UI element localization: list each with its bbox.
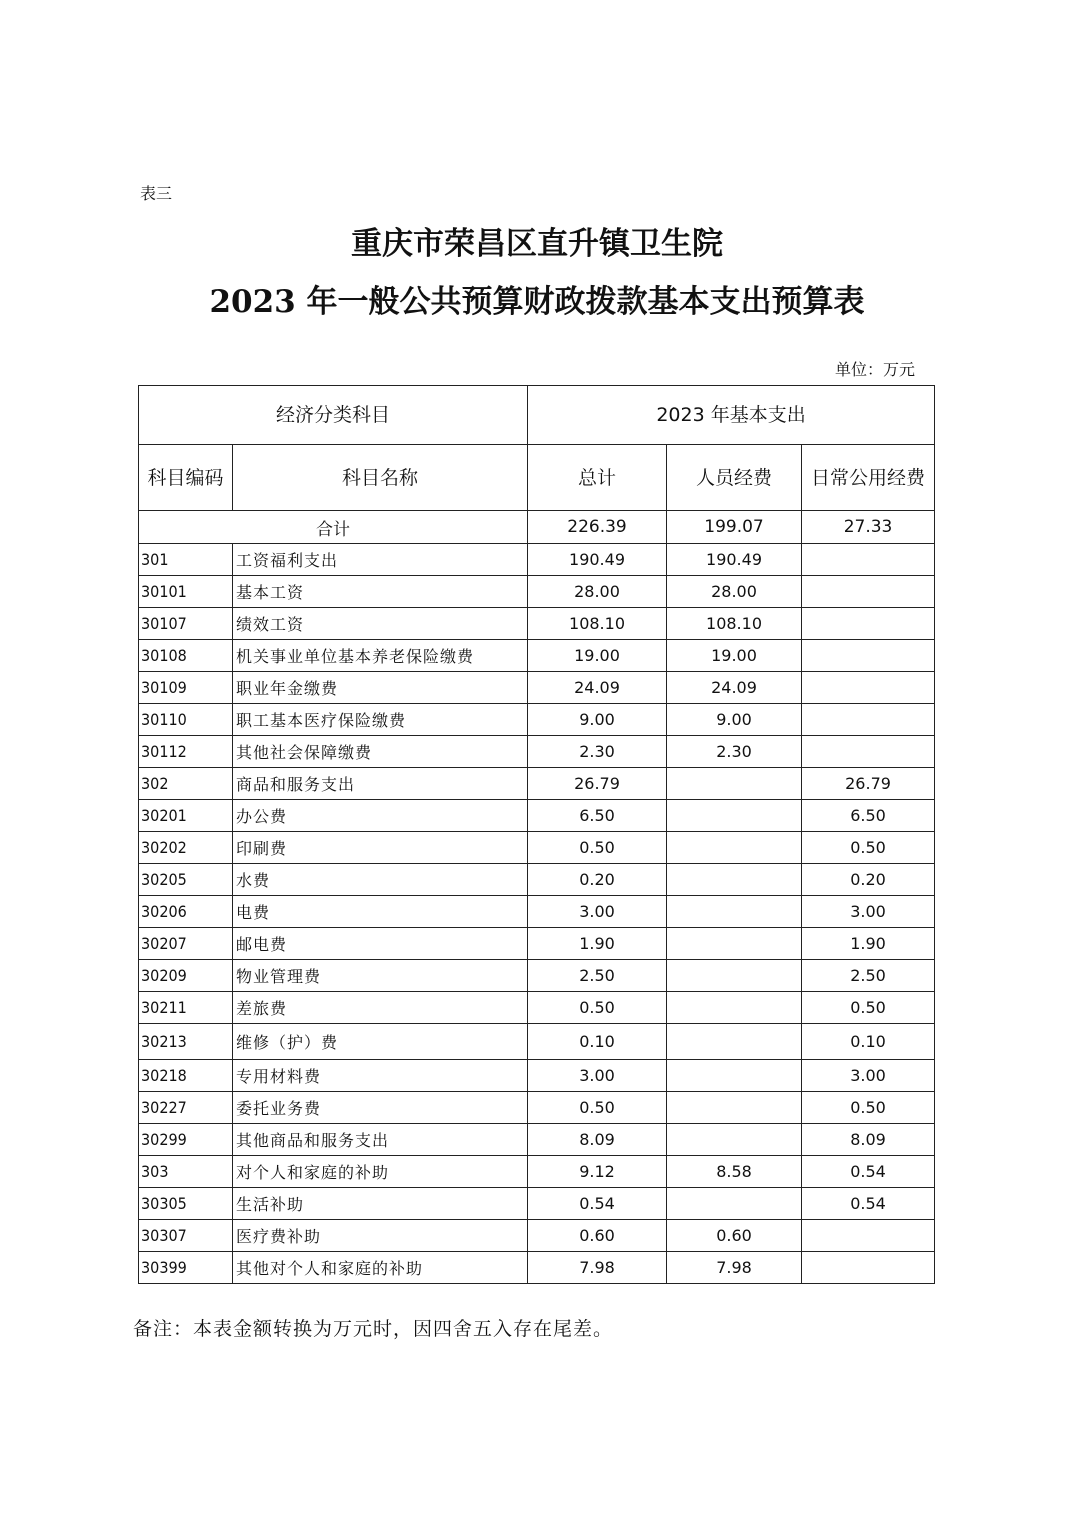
table-row: [139, 832, 935, 864]
row-code: 30108: [139, 640, 233, 672]
row-personnel: [667, 896, 802, 928]
row-public: 0.20: [802, 864, 935, 896]
row-name: 邮电费: [233, 928, 528, 960]
row-name: 职工基本医疗保险缴费: [233, 704, 528, 736]
footnote: 备注：本表金额转换为万元时，因四舍五入存在尾差。: [133, 1318, 614, 1340]
table-row: [139, 1188, 935, 1220]
table-row: [139, 1252, 935, 1284]
row-total: 108.10: [528, 608, 667, 640]
row-name: 商品和服务支出: [233, 768, 528, 800]
table-row: [139, 544, 935, 576]
row-personnel: [667, 960, 802, 992]
row-name: 委托业务费: [233, 1092, 528, 1124]
row-code: 30206: [139, 896, 233, 928]
row-name: 物业管理费: [233, 960, 528, 992]
row-public: 1.90: [802, 928, 935, 960]
row-personnel: 190.49: [667, 544, 802, 576]
header-personnel: 人员经费: [667, 445, 802, 511]
row-code: 30227: [139, 1092, 233, 1124]
row-personnel: [667, 928, 802, 960]
total-label: 合计: [139, 511, 528, 544]
row-total: 1.90: [528, 928, 667, 960]
row-total: 3.00: [528, 1060, 667, 1092]
row-total: 9.00: [528, 704, 667, 736]
table-row: [139, 1092, 935, 1124]
row-code: 30207: [139, 928, 233, 960]
header-public: 日常公用经费: [802, 445, 935, 511]
row-code: 30110: [139, 704, 233, 736]
row-personnel: [667, 1124, 802, 1156]
table-row: [139, 800, 935, 832]
row-total: 0.20: [528, 864, 667, 896]
row-total: 28.00: [528, 576, 667, 608]
row-code: 30218: [139, 1060, 233, 1092]
row-public: [802, 704, 935, 736]
table-label: 表三: [140, 184, 173, 203]
row-code: 303: [139, 1156, 233, 1188]
row-name: 绩效工资: [233, 608, 528, 640]
row-code: 30307: [139, 1220, 233, 1252]
row-public: 0.10: [802, 1024, 935, 1060]
row-code: 30399: [139, 1252, 233, 1284]
table-row: [139, 768, 935, 800]
row-name: 办公费: [233, 800, 528, 832]
total-sum: 226.39: [528, 511, 667, 544]
row-code: 30213: [139, 1024, 233, 1060]
row-personnel: [667, 992, 802, 1024]
row-code: 30109: [139, 672, 233, 704]
header-name: 科目名称: [233, 445, 528, 511]
row-total: 3.00: [528, 896, 667, 928]
row-code: 30107: [139, 608, 233, 640]
row-personnel: 19.00: [667, 640, 802, 672]
row-personnel: 2.30: [667, 736, 802, 768]
table-row: [139, 640, 935, 672]
row-total: 0.10: [528, 1024, 667, 1060]
row-code: 30101: [139, 576, 233, 608]
header-basic-expense: 2023 年基本支出: [528, 386, 935, 445]
row-total: 6.50: [528, 800, 667, 832]
header-code: 科目编码: [139, 445, 233, 511]
row-public: 0.54: [802, 1188, 935, 1220]
row-code: 302: [139, 768, 233, 800]
row-name: 印刷费: [233, 832, 528, 864]
row-code: 30205: [139, 864, 233, 896]
row-public: 3.00: [802, 1060, 935, 1092]
table-row: [139, 736, 935, 768]
row-public: 0.54: [802, 1156, 935, 1188]
row-name: 职业年金缴费: [233, 672, 528, 704]
row-name: 专用材料费: [233, 1060, 528, 1092]
page-subtitle: 2023 年一般公共预算财政拨款基本支出预算表: [209, 284, 865, 320]
row-personnel: [667, 864, 802, 896]
row-public: 2.50: [802, 960, 935, 992]
table-row: [139, 1220, 935, 1252]
row-personnel: [667, 1024, 802, 1060]
row-personnel: 8.58: [667, 1156, 802, 1188]
row-total: 0.50: [528, 1092, 667, 1124]
row-code: 301: [139, 544, 233, 576]
total-public: 27.33: [802, 511, 935, 544]
row-personnel: [667, 768, 802, 800]
row-total: 2.30: [528, 736, 667, 768]
row-public: 0.50: [802, 992, 935, 1024]
row-name: 维修（护）费: [233, 1024, 528, 1060]
table-row: [139, 672, 935, 704]
table-row: [139, 896, 935, 928]
row-personnel: [667, 832, 802, 864]
table-row: [139, 1024, 935, 1060]
row-personnel: [667, 800, 802, 832]
row-personnel: 24.09: [667, 672, 802, 704]
header-econ-category: 经济分类科目: [139, 386, 528, 445]
row-total: 190.49: [528, 544, 667, 576]
row-public: 0.50: [802, 1092, 935, 1124]
row-name: 其他对个人和家庭的补助: [233, 1252, 528, 1284]
row-total: 8.09: [528, 1124, 667, 1156]
budget-table: [138, 385, 935, 1284]
row-name: 医疗费补助: [233, 1220, 528, 1252]
row-code: 30201: [139, 800, 233, 832]
row-public: 26.79: [802, 768, 935, 800]
row-name: 生活补助: [233, 1188, 528, 1220]
row-code: 30299: [139, 1124, 233, 1156]
table-row: [139, 1060, 935, 1092]
table-row: [139, 1124, 935, 1156]
row-total: 7.98: [528, 1252, 667, 1284]
row-personnel: 0.60: [667, 1220, 802, 1252]
table-row: [139, 992, 935, 1024]
row-public: [802, 1220, 935, 1252]
row-code: 30209: [139, 960, 233, 992]
row-code: 30305: [139, 1188, 233, 1220]
row-personnel: 7.98: [667, 1252, 802, 1284]
row-total: 2.50: [528, 960, 667, 992]
row-name: 差旅费: [233, 992, 528, 1024]
row-total: 0.50: [528, 992, 667, 1024]
row-total: 0.54: [528, 1188, 667, 1220]
row-public: [802, 608, 935, 640]
table-row: [139, 576, 935, 608]
row-public: [802, 544, 935, 576]
row-total: 0.50: [528, 832, 667, 864]
row-public: [802, 736, 935, 768]
total-personnel: 199.07: [667, 511, 802, 544]
row-public: 6.50: [802, 800, 935, 832]
row-total: 26.79: [528, 768, 667, 800]
table-row: [139, 960, 935, 992]
row-personnel: [667, 1092, 802, 1124]
row-name: 机关事业单位基本养老保险缴费: [233, 640, 528, 672]
row-total: 0.60: [528, 1220, 667, 1252]
table-row: [139, 608, 935, 640]
page-title: 重庆市荣昌区直升镇卫生院: [351, 226, 723, 262]
row-code: 30112: [139, 736, 233, 768]
row-total: 9.12: [528, 1156, 667, 1188]
row-total: 19.00: [528, 640, 667, 672]
row-public: [802, 640, 935, 672]
header-total: 总计: [528, 445, 667, 511]
row-name: 其他商品和服务支出: [233, 1124, 528, 1156]
row-total: 24.09: [528, 672, 667, 704]
table-row: [139, 704, 935, 736]
table-row: [139, 928, 935, 960]
row-personnel: [667, 1188, 802, 1220]
table-row: [139, 864, 935, 896]
total-row: [139, 511, 935, 544]
row-name: 电费: [233, 896, 528, 928]
row-code: 30202: [139, 832, 233, 864]
unit-label: 单位：万元: [835, 360, 916, 379]
row-personnel: [667, 1060, 802, 1092]
row-public: 8.09: [802, 1124, 935, 1156]
row-public: [802, 576, 935, 608]
row-name: 工资福利支出: [233, 544, 528, 576]
row-name: 对个人和家庭的补助: [233, 1156, 528, 1188]
row-public: 0.50: [802, 832, 935, 864]
row-public: [802, 1252, 935, 1284]
row-public: [802, 672, 935, 704]
row-personnel: 9.00: [667, 704, 802, 736]
row-name: 基本工资: [233, 576, 528, 608]
row-code: 30211: [139, 992, 233, 1024]
table-row: [139, 1156, 935, 1188]
row-personnel: 108.10: [667, 608, 802, 640]
row-name: 其他社会保障缴费: [233, 736, 528, 768]
row-public: 3.00: [802, 896, 935, 928]
row-name: 水费: [233, 864, 528, 896]
row-personnel: 28.00: [667, 576, 802, 608]
